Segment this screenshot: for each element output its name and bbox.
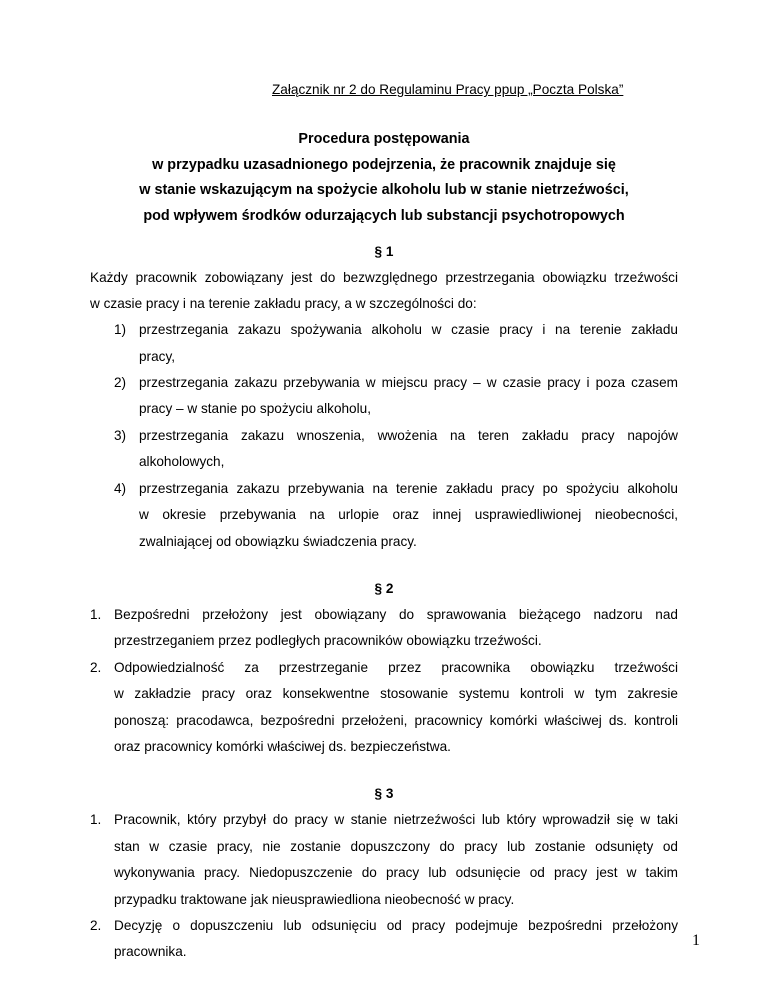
list-item-text: przestrzeganiem przez podległych pracowników obowiązku trzeźwości.: [114, 633, 542, 648]
list-item-text: przestrzegania zakazu spożywania alkoholu w czasie pracy i na terenie zakładu: [139, 322, 678, 337]
list-item-text: wykonywania pracy. Niedopuszczenie do pracy lub odsunięcie od pracy jest w takim: [114, 865, 678, 880]
list-item-number: 2.: [90, 918, 102, 933]
list-item-text: Pracownik, który przybył do pracy w stanie nietrzeźwości lub który wprowadził się w taki: [114, 812, 678, 827]
section-1-intro-line: w czasie pracy i na terenie zakładu pracy, a w szczególności do:: [90, 296, 477, 311]
document-title: [60, 127, 708, 229]
list-item-text: ponoszą: pracodawca, bezpośredni przełożeni, pracownicy komórki właściwej ds. kontroli: [114, 713, 678, 728]
list-item-text: oraz pracownicy komórki właściwej ds. bezpieczeństwa.: [114, 739, 451, 754]
list-item-text: w okresie przebywania na urlopie oraz innej usprawiedliwionej nieobecności,: [139, 507, 678, 522]
section-2-mark: § 2: [374, 581, 394, 596]
list-item-number: 4): [114, 481, 127, 496]
section-1-intro-text: Każdy pracownik zobowiązany jest do bezwzględnego przestrzegania obowiązku trzeźwości: [90, 270, 678, 285]
list-item-text: stan w czasie pracy, nie zostanie dopuszczony do pracy lub zostanie odsunięty od: [114, 839, 678, 854]
list-item-number: 1): [114, 322, 127, 337]
list-item-text: pracy,: [139, 349, 176, 364]
annex-heading: Załącznik nr 2 do Regulaminu Pracy ppup „Poczta Polska”: [272, 82, 624, 97]
list-item-number: 1.: [90, 812, 102, 827]
page-number: 1: [692, 932, 700, 949]
list-item-number: 3): [114, 428, 127, 443]
list-item-text: przypadku traktowane jak nieusprawiedliona nieobecność w pracy.: [114, 892, 515, 907]
title-line: pod wpływem środków odurzających lub substancji psychotropowych: [143, 207, 625, 224]
title-line: w przypadku uzasadnionego podejrzenia, że pracownik znajduje się: [152, 156, 616, 173]
list-item-text: Decyzję o dopuszczeniu lub odsunięciu od pracy podejmuje bezpośredni przełożony: [114, 918, 678, 933]
section-3-mark: § 3: [374, 786, 394, 801]
list-item-text: przestrzegania zakazu przebywania na terenie zakładu pracy po spożyciu alkoholu: [139, 481, 678, 496]
list-item-text: przestrzegania zakazu przebywania w miejscu pracy – w czasie pracy i poza czasem: [139, 375, 678, 390]
list-item-text: Odpowiedzialność za przestrzeganie przez pracownika obowiązku trzeźwości: [114, 660, 678, 675]
section-1-mark: § 1: [374, 244, 394, 259]
section-1-intro-line: [90, 270, 678, 285]
list-item-text: zwalniającej od obowiązku świadczenia pracy.: [139, 534, 417, 549]
list-item-text: w zakładzie pracy oraz konsekwentne stosowanie systemu kontroli w tym zakresie: [114, 686, 678, 701]
list-item-text: alkoholowych,: [139, 454, 225, 469]
list-item-number: 2): [114, 375, 127, 390]
list-item-text: pracownika.: [114, 944, 187, 959]
title-line: w stanie wskazującym na spożycie alkoholu lub w stanie nietrzeźwości,: [139, 182, 629, 198]
list-item-number: 1.: [90, 607, 102, 622]
list-item-text: pracy – w stanie po spożyciu alkoholu,: [139, 401, 371, 416]
list-item-text: przestrzegania zakazu wnoszenia, wwożenia na teren zakładu pracy napojów: [139, 428, 678, 443]
list-item-text: Bezpośredni przełożony jest obowiązany do sprawowania bieżącego nadzoru nad: [114, 607, 678, 622]
title-line: Procedura postępowania: [298, 131, 470, 147]
list-item-number: 2.: [90, 660, 102, 675]
